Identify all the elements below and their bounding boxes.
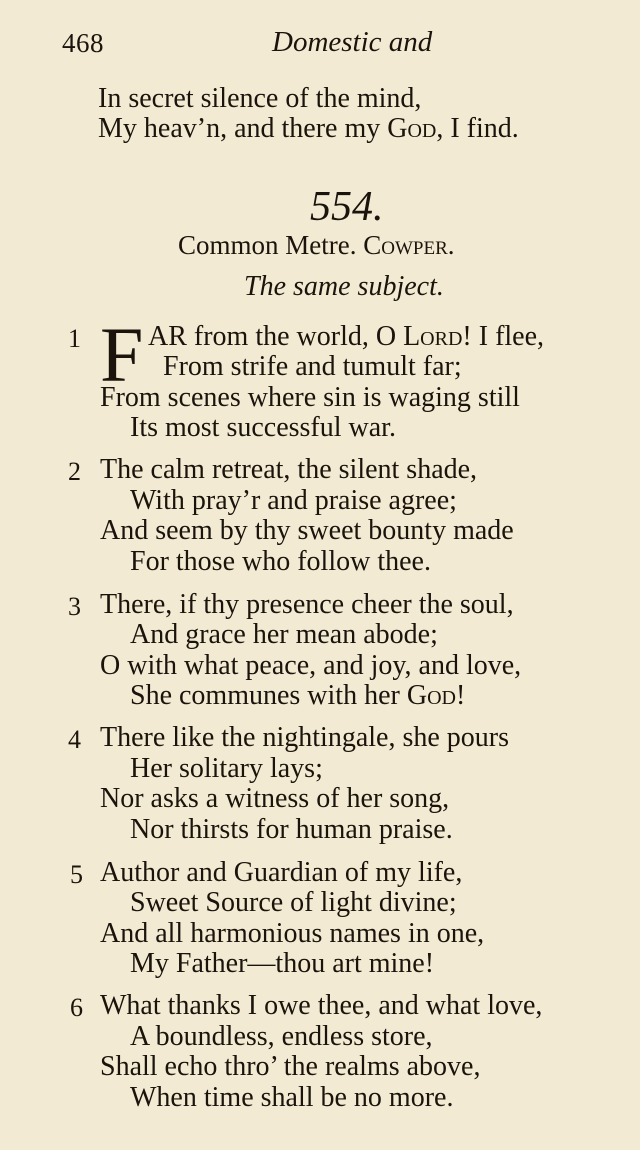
verse-line <box>100 454 477 486</box>
verse-line <box>130 619 438 651</box>
line-text: , I find. <box>436 113 519 144</box>
line-text: For those who follow thee. <box>130 546 431 577</box>
small-caps-word: God <box>406 680 456 711</box>
drop-cap: F <box>100 311 144 398</box>
hymn-subject: The same subject. <box>244 271 444 302</box>
verse-line <box>100 722 509 754</box>
verse-line <box>100 857 462 889</box>
verse-line <box>130 412 396 444</box>
verse-line <box>100 382 520 414</box>
hymn-number: 554. <box>310 184 384 230</box>
hymn-metre-author <box>178 230 455 261</box>
line-text: AR from the world, O <box>148 321 404 352</box>
small-caps-word: Lord <box>403 321 463 352</box>
verse-number: 2 <box>68 457 81 486</box>
verse-line <box>100 515 514 547</box>
verse-line <box>148 321 544 353</box>
line-text: Nor asks a witness of her song, <box>100 783 450 814</box>
line-text: From scenes where sin is waging still <box>100 382 520 413</box>
line-text: And grace her mean abode; <box>130 619 438 650</box>
verse-line <box>130 1082 453 1114</box>
verse-line <box>130 546 431 578</box>
verse-line <box>163 351 462 383</box>
verse-number: 3 <box>68 592 81 621</box>
line-text: She communes with her <box>130 680 407 711</box>
verse-line <box>100 918 484 950</box>
line-text: There, if thy presence cheer the soul, <box>100 589 514 620</box>
line-text: Nor thirsts for human praise. <box>130 814 453 845</box>
carryover-line-1 <box>98 83 421 115</box>
line-text: And seem by thy sweet bounty made <box>100 515 514 546</box>
verse-line <box>100 650 521 682</box>
line-text: When time shall be no more. <box>130 1082 454 1113</box>
page-number: 468 <box>62 28 104 58</box>
line-text: Its most successful war. <box>130 412 396 443</box>
line-text: A boundless, endless store, <box>130 1021 433 1052</box>
line-text: ! I flee, <box>462 321 545 352</box>
verse-line <box>100 1051 480 1083</box>
verse-line <box>100 990 542 1022</box>
line-text: O with what peace, and joy, and love, <box>100 650 522 681</box>
line-text: What thanks I owe thee, and what love, <box>100 990 543 1021</box>
hymn-metre: Common Metre. <box>178 230 357 260</box>
running-title: Domestic and <box>272 26 433 58</box>
line-text: Her solitary lays; <box>130 753 323 784</box>
verse-line <box>130 680 465 712</box>
line-text: Shall echo thro’ the realms above, <box>100 1051 481 1082</box>
verse-number: 4 <box>68 725 81 754</box>
hymn-author: Cowper. <box>363 230 455 260</box>
line-text: And all harmonious names in one, <box>100 918 485 949</box>
verse-number: 5 <box>70 860 83 889</box>
line-text: My heav’n, and there my <box>98 113 388 144</box>
small-caps-word: God <box>387 113 437 144</box>
line-text: From strife and tumult far; <box>163 351 462 382</box>
line-text: ! <box>455 680 466 711</box>
verse-number: 1 <box>68 324 81 353</box>
line-text: With pray’r and praise agree; <box>130 485 457 516</box>
verse-line <box>100 589 514 621</box>
line-text: In secret silence of the mind, <box>98 83 422 114</box>
line-text: The calm retreat, the silent shade, <box>100 454 478 485</box>
verse-line <box>130 814 453 846</box>
verse-line <box>130 948 434 980</box>
line-text: Author and Guardian of my life, <box>100 857 463 888</box>
verse-number: 6 <box>70 993 83 1022</box>
verse-line <box>130 753 323 785</box>
verse-line <box>130 887 457 919</box>
verse-line <box>130 485 457 517</box>
verse-line <box>100 783 449 815</box>
line-text: There like the nightingale, she pours <box>100 722 509 753</box>
line-text: My Father—thou art mine! <box>130 948 435 979</box>
carryover-line-2 <box>98 113 519 145</box>
verse-line <box>130 1021 433 1053</box>
line-text: Sweet Source of light divine; <box>130 887 457 918</box>
